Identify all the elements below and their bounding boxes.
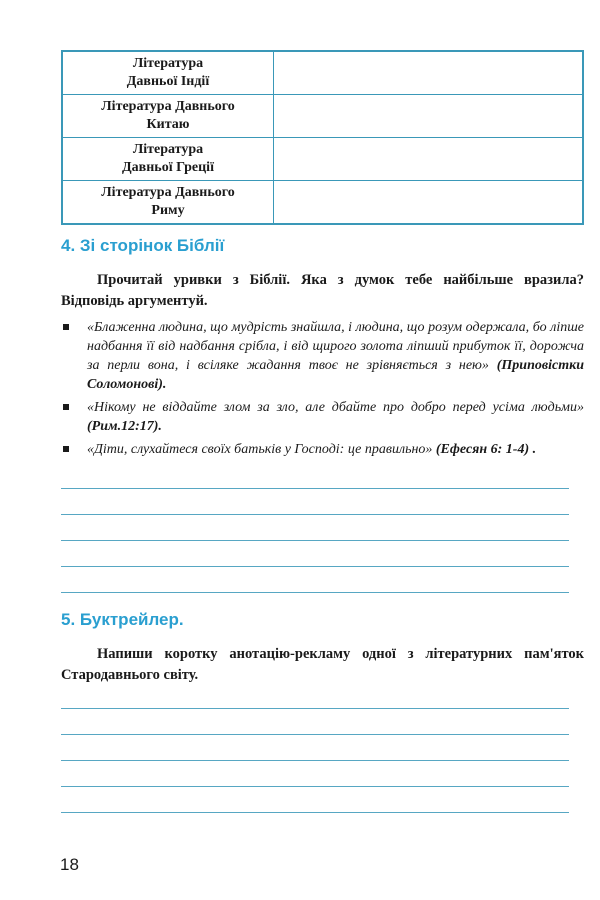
table-row [62, 95, 583, 138]
literature-table [61, 50, 584, 225]
table-row-label: Література Давньої Греції [62, 138, 274, 181]
table-row [62, 181, 583, 225]
writing-line[interactable] [61, 514, 569, 515]
writing-line[interactable] [61, 708, 569, 709]
section-5-title: 5. Буктрейлер. [61, 610, 184, 629]
section-5-task: Напиши коротку анотацію-рекламу одної з літературних пам'яток Стародавнього світу. [61, 646, 584, 683]
bullet-icon [63, 446, 69, 452]
bible-quotes-list [61, 318, 584, 463]
writing-line[interactable] [61, 812, 569, 813]
table-row-label: Література Давньої Індії [62, 51, 274, 95]
writing-line[interactable] [61, 592, 569, 593]
answer-lines-section-4[interactable] [61, 488, 569, 618]
answer-lines-section-5[interactable] [61, 708, 569, 838]
table-row [62, 51, 583, 95]
writing-line[interactable] [61, 786, 569, 787]
section-4-task: Прочитай уривки з Біблії. Яка з думок тебе найбільше вразила? Відповідь аргументуй. [61, 272, 584, 309]
writing-line[interactable] [61, 760, 569, 761]
table-row [62, 138, 583, 181]
page-number: 18 [60, 855, 79, 874]
list-item: «Діти, слухайтеся своїх батьків у Господі: це правильно» (Ефесян 6: 1-4) . [61, 440, 584, 459]
table-row-label: Література Давнього Риму [62, 181, 274, 225]
table-row-label: Література Давнього Китаю [62, 95, 274, 138]
writing-line[interactable] [61, 734, 569, 735]
bullet-icon [63, 404, 69, 410]
answer-cell[interactable] [274, 181, 584, 225]
answer-cell[interactable] [274, 138, 584, 181]
writing-line[interactable] [61, 488, 569, 489]
list-item: «Блаженна людина, що мудрість знайшла, і людина, що розум одержала, бо ліпше надбання її від надбання срібла, і від щирого золота ліпший прибуток її, дорожча за перли вона, і всіляке жадання твоє не зрівняється з нею» (Приповістки Соломонові). [61, 318, 584, 394]
writing-line[interactable] [61, 540, 569, 541]
writing-line[interactable] [61, 566, 569, 567]
answer-cell[interactable] [274, 51, 584, 95]
section-4-title: 4. Зі сторінок Біблії [61, 236, 225, 255]
answer-cell[interactable] [274, 95, 584, 138]
bullet-icon [63, 324, 69, 330]
list-item: «Нікому не віддайте злом за зло, але дбайте про добро перед усіма людьми» (Рим.12:17). [61, 398, 584, 436]
